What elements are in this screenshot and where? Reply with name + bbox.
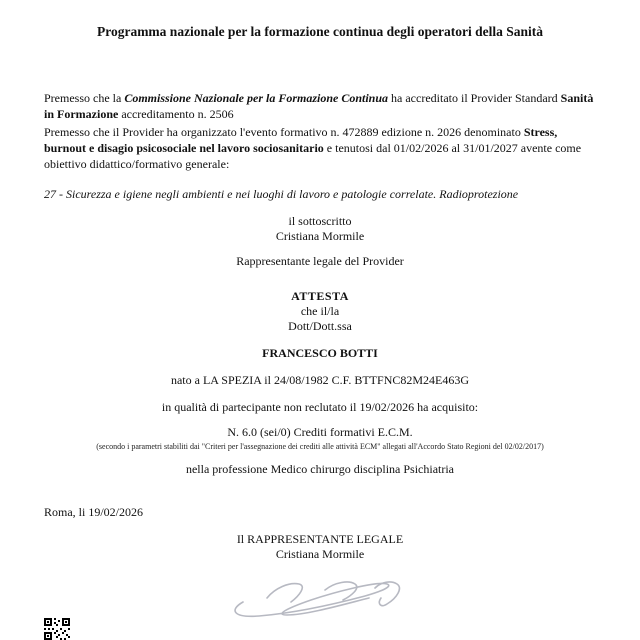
premise1-text: ha accreditato il Provider Standard: [388, 91, 561, 105]
dott-line: Dott/Dott.ssa: [288, 319, 352, 333]
birth-line: nato a LA SPEZIA il 24/08/1982 C.F. BTTFNC82M24E463G: [170, 373, 470, 387]
representative-title: Il RAPPRESENTANTE LEGALE: [236, 532, 404, 546]
credits-line: N. 6.0 (sei/0) Crediti formativi E.C.M.: [227, 425, 413, 439]
signature-image: [215, 568, 415, 626]
premise2-text: Premesso che il Provider ha organizzato l'evento formativo n. 472889 edizione n. 2026 denominato: [44, 125, 524, 139]
event-dates: e tenutosi dal 01/02/2026 al 31/01/2027 avente come obiettivo didattico/formativo generale:: [44, 141, 582, 171]
legal-representative-name: Cristiana Mormile: [275, 229, 365, 243]
place-date-line: Roma, li 19/02/2026: [44, 505, 143, 519]
premise1-text: Premesso che la: [44, 91, 125, 105]
legal-representative-role: Rappresentante legale del Provider: [236, 254, 404, 268]
qr-code-icon: [44, 618, 70, 640]
attests-heading: ATTESTA: [291, 289, 349, 303]
premise-paragraph-2: [44, 124, 596, 172]
event-title: Stress, burnout e disagio psicosociale nel lavoro sociosanitario: [44, 125, 558, 155]
page-title: Programma nazionale per la formazione continua degli operatori della Sanità: [96, 24, 544, 39]
premise-paragraph-1: [44, 90, 596, 122]
acquisition-line: in qualità di partecipante non reclutato il 19/02/2026 ha acquisito:: [161, 400, 479, 414]
signature-area: [44, 568, 596, 630]
representative-name: Cristiana Mormile: [275, 547, 365, 561]
credits-note: (secondo i parametri stabiliti dai "Criteri per l'assegnazione dei crediti alle attività ECM" allegati all'Accordo Stato Regioni del 02/02/2017): [96, 442, 544, 451]
commission-name: Commissione Nazionale per la Formazione Continua: [124, 91, 389, 105]
training-objective: 27 - Sicurezza e igiene negli ambienti e nei luoghi di lavoro e patologie correlate. Radioprotezione: [44, 187, 519, 201]
accreditation-number: accreditamento n. 2506: [118, 107, 234, 121]
provider-name: Sanità in Formazione: [44, 91, 594, 121]
profession-line: nella professione Medico chirurgo disciplina Psichiatria: [185, 462, 455, 476]
undersigned-label: il sottoscritto: [288, 214, 352, 228]
participant-name: FRANCESCO BOTTI: [262, 346, 378, 360]
che-line: che il/la: [300, 304, 340, 318]
